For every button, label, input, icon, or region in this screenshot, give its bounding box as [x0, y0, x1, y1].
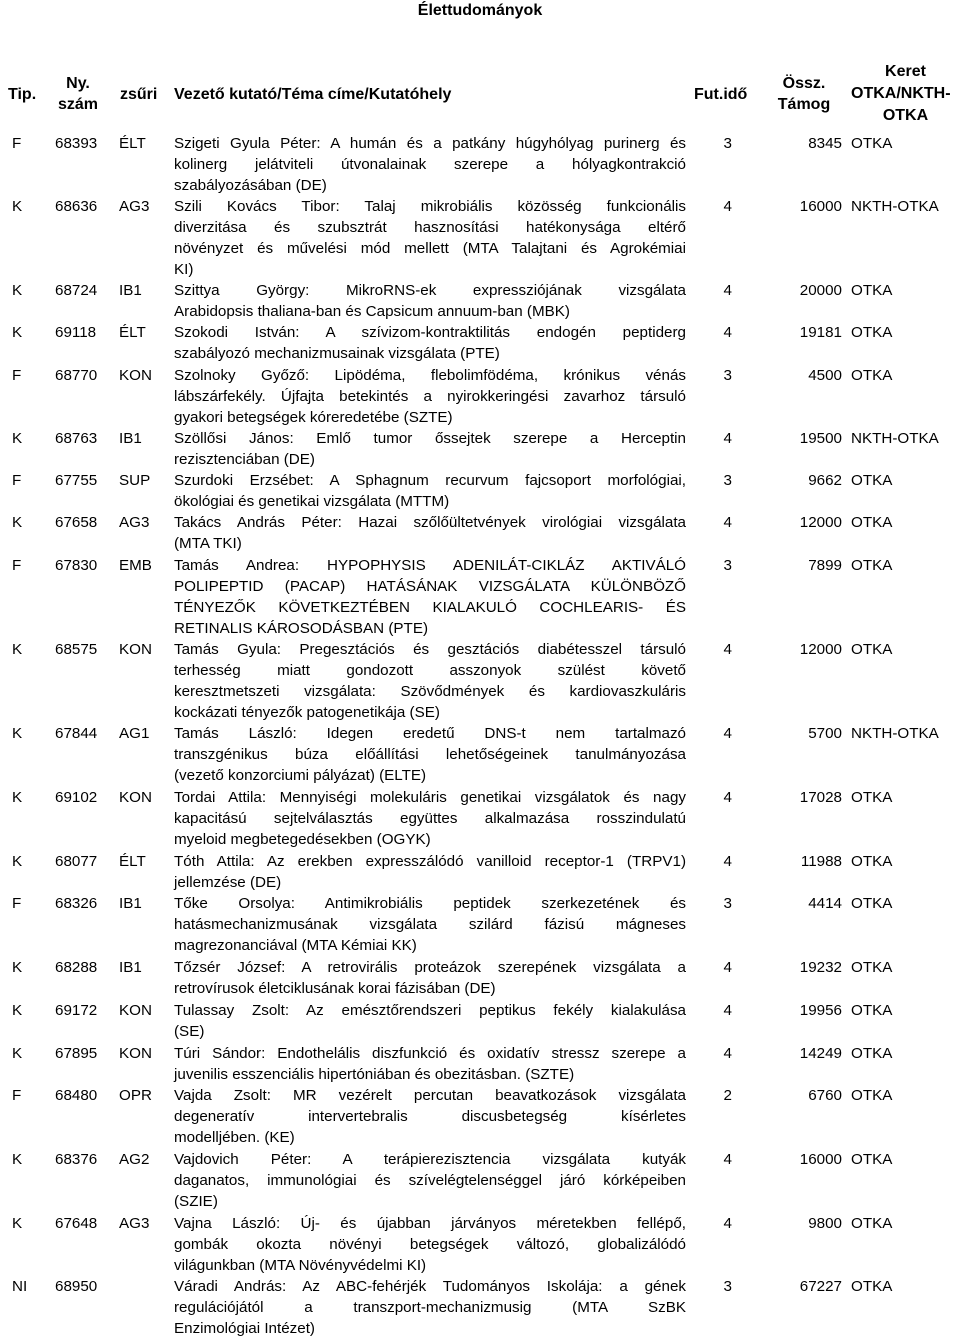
cell-vezeto-tema [174, 365, 686, 428]
cell-tip: K [12, 430, 23, 447]
cell-vezeto-tema [174, 1085, 686, 1148]
cell-vezeto-tema-line: Enzimológiai Intézet) [174, 1320, 315, 1337]
cell-vezeto-tema-line: világunkban (MTA Növényvédelmi KI) [174, 1257, 427, 1274]
header-keret-type: OTKA/NKTH- [851, 85, 951, 102]
cell-zsuri: AG2 [119, 1151, 150, 1168]
cell-vezeto-tema-line: gyakori betegségek kóreredetébe (SZTE) [174, 409, 453, 426]
cell-fut-ido: 3 [723, 1278, 732, 1295]
cell-tip: NI [12, 1278, 28, 1295]
cell-vezeto-tema-line: regulációjától a transzport-mechanizmusig (MTA SzBK [174, 1299, 686, 1316]
cell-vezeto-tema [174, 1213, 686, 1276]
cell-vezeto-tema-line: rezisztenciában (DE) [174, 451, 315, 468]
cell-vezeto-tema-line: jellemzése (DE) [174, 874, 282, 891]
cell-keret: OTKA [851, 1278, 893, 1295]
cell-zsuri: ÉLT [119, 135, 146, 152]
cell-vezeto-tema-line: (vezető konzorciumi pályázat) (ELTE) [174, 767, 427, 784]
cell-vezeto-tema [174, 322, 686, 364]
cell-vezeto-tema-line: Arabidopsis thaliana-ban és Capsicum annuum-ban (MBK) [174, 303, 570, 320]
cell-keret: OTKA [851, 367, 893, 384]
cell-zsuri: AG3 [119, 514, 150, 531]
cell-vezeto-tema-line: Vajda Zsolt: MR vezérelt percutan beavatkozások vizsgálata [174, 1087, 686, 1104]
cell-vezeto-tema [174, 1149, 686, 1212]
cell-fut-ido: 2 [723, 1087, 732, 1104]
cell-vezeto-tema-line: modelljében. (KE) [174, 1129, 295, 1146]
cell-fut-ido: 4 [723, 641, 732, 658]
cell-ossz-tamog: 19232 [799, 959, 842, 976]
cell-tip: K [12, 789, 23, 806]
cell-vezeto-tema-line: Tamás László: Idegen eredetű DNS-t nem tartalmazó [174, 725, 686, 742]
cell-zsuri: IB1 [119, 282, 142, 299]
cell-tip: K [12, 959, 23, 976]
cell-vezeto-tema-line: daganatos, immunológiai és szívelégtelenséggel járó kórképeiben [174, 1172, 686, 1189]
cell-ny-szam: 68575 [55, 641, 98, 658]
cell-vezeto-tema-line: Szili Kovács Tibor: Talaj mikrobiális közösség funkcionális [174, 198, 686, 215]
cell-tip: F [12, 135, 22, 152]
cell-zsuri: IB1 [119, 895, 142, 912]
header-ny: Ny. [66, 75, 90, 92]
cell-tip: K [12, 324, 23, 341]
header-keret-otka: OTKA [882, 107, 929, 124]
cell-keret: OTKA [851, 514, 893, 531]
cell-keret: OTKA [851, 135, 893, 152]
cell-vezeto-tema-line: degeneratív intervertebralis discusbetegség kísérletes [174, 1108, 686, 1125]
cell-vezeto-tema-line: kockázati tényezők patogenetikája (SE) [174, 704, 440, 721]
cell-vezeto-tema-line: Szöllősi János: Emlő tumor őssejtek szerepe a Herceptin [174, 430, 686, 447]
cell-vezeto-tema-line: transzgénikus búza előállítási lehetőségeinek tanulmányozása [174, 746, 686, 763]
cell-vezeto-tema-line: gombák okozta növényi betegségek változó, globalizálódó [174, 1236, 686, 1253]
cell-fut-ido: 4 [723, 789, 732, 806]
cell-vezeto-tema-line: ökológiai és genetikai vizsgálata (MTTM) [174, 493, 450, 510]
header-tip: Tip. [8, 86, 37, 103]
cell-vezeto-tema-line: juvenilis esszenciális hipertóniában és obezitásban. (SZTE) [174, 1066, 575, 1083]
cell-keret: NKTH-OTKA [851, 430, 939, 447]
cell-zsuri: IB1 [119, 430, 142, 447]
cell-keret: OTKA [851, 1045, 893, 1062]
cell-vezeto-tema [174, 555, 686, 639]
cell-fut-ido: 4 [723, 1151, 732, 1168]
cell-zsuri: KON [119, 789, 152, 806]
cell-ossz-tamog: 17028 [799, 789, 842, 806]
cell-ny-szam: 67648 [55, 1215, 98, 1232]
cell-tip: K [12, 1045, 23, 1062]
cell-zsuri: OPR [119, 1087, 152, 1104]
cell-keret: OTKA [851, 959, 893, 976]
cell-tip: F [12, 895, 22, 912]
cell-vezeto-tema-line: Vajdovich Péter: A terápierezisztencia vizsgálata kutyák [174, 1151, 686, 1168]
cell-vezeto-tema [174, 470, 686, 512]
cell-ossz-tamog: 12000 [799, 641, 842, 658]
cell-tip: K [12, 1002, 23, 1019]
cell-ny-szam: 67844 [55, 725, 98, 742]
cell-vezeto-tema-line: Tóth Attila: Az erekben expresszálódó vanilloid receptor-1 (TRPV1) [174, 853, 686, 870]
cell-vezeto-tema-line: lábszárfekély. Újfajta betekintés a nyirokkeringési zavarhoz társuló [174, 388, 686, 405]
cell-fut-ido: 3 [723, 557, 732, 574]
cell-vezeto-tema-line: Vajna László: Új- és újabban járványos méretekben fellépő, [174, 1215, 686, 1232]
cell-zsuri: AG3 [119, 1215, 150, 1232]
cell-keret: OTKA [851, 789, 893, 806]
cell-zsuri: AG1 [119, 725, 150, 742]
cell-ossz-tamog: 11988 [800, 853, 842, 870]
cell-fut-ido: 4 [723, 324, 732, 341]
cell-ny-szam: 68770 [55, 367, 98, 384]
cell-vezeto-tema [174, 280, 686, 322]
header-keret: Keret [885, 63, 926, 80]
cell-vezeto-tema-line: Szurdoki Erzsébet: A Sphagnum recurvum fajcsoport morfológiai, [174, 472, 686, 489]
header-fut-ido: Fut.idő [694, 86, 748, 103]
cell-ny-szam: 67755 [55, 472, 98, 489]
cell-vezeto-tema [174, 1000, 686, 1042]
cell-ny-szam: 68724 [55, 282, 98, 299]
cell-ossz-tamog: 16000 [799, 1151, 842, 1168]
cell-ossz-tamog: 19500 [799, 430, 842, 447]
page-title: Élettudományok [417, 2, 543, 19]
cell-ossz-tamog: 12000 [799, 514, 842, 531]
cell-zsuri: IB1 [119, 959, 142, 976]
cell-vezeto-tema-line: Tordai Attila: Mennyiségi molekuláris genetikai vizsgálatok és nagy [174, 789, 686, 806]
cell-tip: K [12, 198, 23, 215]
cell-vezeto-tema [174, 787, 686, 850]
cell-ny-szam: 68636 [55, 198, 98, 215]
cell-vezeto-tema-line: kolinerg jelátviteli útvonalainak szerepe a hólyagkontrakció [174, 156, 686, 173]
cell-ny-szam: 69102 [55, 789, 98, 806]
cell-vezeto-tema [174, 851, 686, 893]
cell-keret: OTKA [851, 1151, 893, 1168]
cell-ny-szam: 68763 [55, 430, 98, 447]
cell-vezeto-tema-line: Szittya György: MikroRNS-ek expressziójának vizsgálata [174, 282, 686, 299]
cell-fut-ido: 4 [723, 430, 732, 447]
cell-vezeto-tema [174, 893, 686, 956]
cell-vezeto-tema [174, 133, 686, 196]
cell-vezeto-tema-line: Túri Sándor: Endothelális diszfunkció és oxidatív stressz szerepe a [174, 1045, 686, 1062]
cell-vezeto-tema-line: Tulassay Zsolt: Az emésztőrendszeri peptikus fekély kialakulása [174, 1002, 686, 1019]
cell-keret: OTKA [851, 853, 893, 870]
cell-keret: NKTH-OTKA [851, 725, 939, 742]
cell-zsuri: KON [119, 1002, 152, 1019]
cell-tip: K [12, 641, 23, 658]
cell-tip: F [12, 557, 22, 574]
cell-tip: F [12, 367, 22, 384]
cell-vezeto-tema-line: (SE) [174, 1023, 205, 1040]
cell-tip: F [12, 1087, 22, 1104]
cell-vezeto-tema [174, 639, 686, 723]
cell-fut-ido: 4 [723, 959, 732, 976]
cell-keret: OTKA [851, 895, 893, 912]
cell-tip: K [12, 725, 23, 742]
cell-fut-ido: 4 [723, 282, 732, 299]
cell-vezeto-tema-line: szabályozó mechanizmusainak vizsgálata (PTE) [174, 345, 500, 362]
cell-vezeto-tema-line: KI) [174, 261, 194, 278]
cell-ny-szam: 68950 [55, 1278, 98, 1295]
cell-ossz-tamog: 9662 [808, 472, 842, 489]
cell-vezeto-tema-line: POLIPEPTID (PACAP) HATÁSÁNAK VIZSGÁLATA KÜLÖNBÖZŐ [174, 578, 686, 595]
cell-vezeto-tema [174, 428, 686, 470]
cell-vezeto-tema [174, 1043, 686, 1085]
cell-vezeto-tema [174, 512, 686, 554]
cell-vezeto-tema-line: növényzet és művelési mód mellett (MTA Talajtani és Agrokémiai [174, 240, 686, 257]
cell-vezeto-tema-line: szabályozásában (DE) [174, 177, 327, 194]
header-tamog: Támog [777, 96, 831, 113]
cell-vezeto-tema-line: TÉNYEZŐK KÖVETKEZTÉBEN KIALAKULÓ COCHLEARIS- ÉS [174, 599, 686, 616]
cell-ny-szam: 68376 [55, 1151, 98, 1168]
header-ossz: Össz. [782, 75, 826, 92]
cell-tip: K [12, 514, 23, 531]
cell-fut-ido: 4 [723, 853, 732, 870]
cell-vezeto-tema-line: terhesség miatt gondozott asszonyok szülést követő [174, 662, 686, 679]
cell-ossz-tamog: 14249 [799, 1045, 842, 1062]
cell-ny-szam: 69118 [55, 324, 97, 341]
cell-keret: OTKA [851, 324, 893, 341]
cell-vezeto-tema-line: RETINALIS KÁROSODÁSBAN (PTE) [174, 620, 429, 637]
cell-zsuri: KON [119, 1045, 152, 1062]
cell-ossz-tamog: 20000 [799, 282, 842, 299]
cell-vezeto-tema-line: kapacitású sejtelválasztás együttes alkalmazása rosszindulatú [174, 810, 686, 827]
cell-ossz-tamog: 19181 [799, 324, 842, 341]
cell-tip: K [12, 1215, 23, 1232]
cell-fut-ido: 3 [723, 472, 732, 489]
cell-fut-ido: 4 [723, 198, 732, 215]
cell-vezeto-tema [174, 1276, 686, 1339]
cell-ny-szam: 68393 [55, 135, 98, 152]
cell-fut-ido: 4 [723, 725, 732, 742]
cell-zsuri: KON [119, 641, 152, 658]
cell-ny-szam: 67895 [55, 1045, 98, 1062]
cell-vezeto-tema [174, 723, 686, 786]
cell-ny-szam: 67658 [55, 514, 98, 531]
header-szam: szám [57, 96, 99, 113]
cell-keret: OTKA [851, 557, 893, 574]
cell-vezeto-tema [174, 957, 686, 999]
cell-zsuri: KON [119, 367, 152, 384]
cell-fut-ido: 4 [723, 514, 732, 531]
cell-fut-ido: 4 [723, 1215, 732, 1232]
cell-fut-ido: 4 [723, 1002, 732, 1019]
cell-vezeto-tema-line: Szolnoky Győző: Lipödéma, flebolimfödéma, krónikus vénás [174, 367, 686, 384]
cell-zsuri: AG3 [119, 198, 150, 215]
cell-ossz-tamog: 8345 [808, 135, 842, 152]
cell-zsuri: SUP [119, 472, 151, 489]
cell-ny-szam: 69172 [55, 1002, 98, 1019]
cell-vezeto-tema-line: diverzitása és szubsztrát hasznosítási hatékonysága eltérő [174, 219, 686, 236]
cell-zsuri: EMB [119, 557, 152, 574]
cell-tip: K [12, 1151, 23, 1168]
cell-vezeto-tema-line: Tőzsér József: A retrovirális proteázok szerepének vizsgálata a [174, 959, 686, 976]
cell-fut-ido: 4 [723, 1045, 732, 1062]
header-zsuri: zsűri [120, 86, 158, 103]
cell-vezeto-tema-line: Váradi András: Az ABC-fehérjék Tudományos Iskolája: a gének [174, 1278, 686, 1295]
cell-vezeto-tema-line: (MTA TKI) [174, 535, 242, 552]
cell-fut-ido: 3 [723, 895, 732, 912]
cell-vezeto-tema-line: Tamás Gyula: Pregesztációs és gesztációs diabétesszel társuló [174, 641, 686, 658]
cell-ny-szam: 67830 [55, 557, 98, 574]
cell-vezeto-tema-line: Szigeti Gyula Péter: A humán és a patkány húgyhólyag purinerg és [174, 135, 686, 152]
cell-fut-ido: 3 [723, 135, 732, 152]
cell-tip: K [12, 282, 23, 299]
cell-ny-szam: 68077 [55, 853, 98, 870]
cell-ossz-tamog: 6760 [808, 1087, 842, 1104]
cell-ny-szam: 68326 [55, 895, 98, 912]
cell-vezeto-tema-line: Tamás Andrea: HYPOPHYSIS ADENILÁT-CIKLÁZ AKTIVÁLÓ [174, 557, 686, 574]
cell-ossz-tamog: 9800 [808, 1215, 842, 1232]
cell-vezeto-tema-line: hatásmechanizmusának vizsgálata szilárd fázisú mágneses [174, 916, 686, 933]
cell-vezeto-tema-line: myeloid megbetegedésekben (OGYK) [174, 831, 431, 848]
cell-zsuri: ÉLT [119, 853, 146, 870]
cell-zsuri: ÉLT [119, 324, 146, 341]
cell-ossz-tamog: 7899 [808, 557, 842, 574]
cell-vezeto-tema-line: Szokodi István: A szívizom-kontraktilitás endogén peptiderg [174, 324, 686, 341]
cell-vezeto-tema-line: keresztmetszeti vizsgálata: Szövődmények és kardiovaszkuláris [174, 683, 686, 700]
cell-ny-szam: 68480 [55, 1087, 98, 1104]
cell-keret: OTKA [851, 641, 893, 658]
header-vezeto: Vezető kutató/Téma címe/Kutatóhely [174, 86, 452, 103]
cell-keret: OTKA [851, 1087, 893, 1104]
cell-vezeto-tema [174, 196, 686, 280]
cell-tip: K [12, 853, 23, 870]
cell-vezeto-tema-line: Tőke Orsolya: Antimikrobiális peptidek szerkezetének és [174, 895, 686, 912]
cell-vezeto-tema-line: (SZIE) [174, 1193, 218, 1210]
cell-keret: OTKA [851, 1002, 893, 1019]
cell-vezeto-tema-line: Takács András Péter: Hazai szőlőültetvények virológiai vizsgálata [174, 514, 686, 531]
cell-ossz-tamog: 4414 [808, 895, 842, 912]
cell-ossz-tamog: 4500 [808, 367, 842, 384]
cell-vezeto-tema-line: magrezonanciával (MTA Kémiai KK) [174, 937, 417, 954]
cell-ossz-tamog: 5700 [808, 725, 842, 742]
cell-keret: OTKA [851, 282, 893, 299]
cell-ossz-tamog: 67227 [799, 1278, 842, 1295]
cell-keret: OTKA [851, 1215, 893, 1232]
cell-ny-szam: 68288 [55, 959, 98, 976]
cell-keret: NKTH-OTKA [851, 198, 939, 215]
cell-keret: OTKA [851, 472, 893, 489]
cell-ossz-tamog: 16000 [799, 198, 842, 215]
cell-tip: F [12, 472, 22, 489]
cell-vezeto-tema-line: retrovírusok életciklusának korai fázisában (DE) [174, 980, 496, 997]
cell-fut-ido: 3 [723, 367, 732, 384]
cell-ossz-tamog: 19956 [799, 1002, 842, 1019]
